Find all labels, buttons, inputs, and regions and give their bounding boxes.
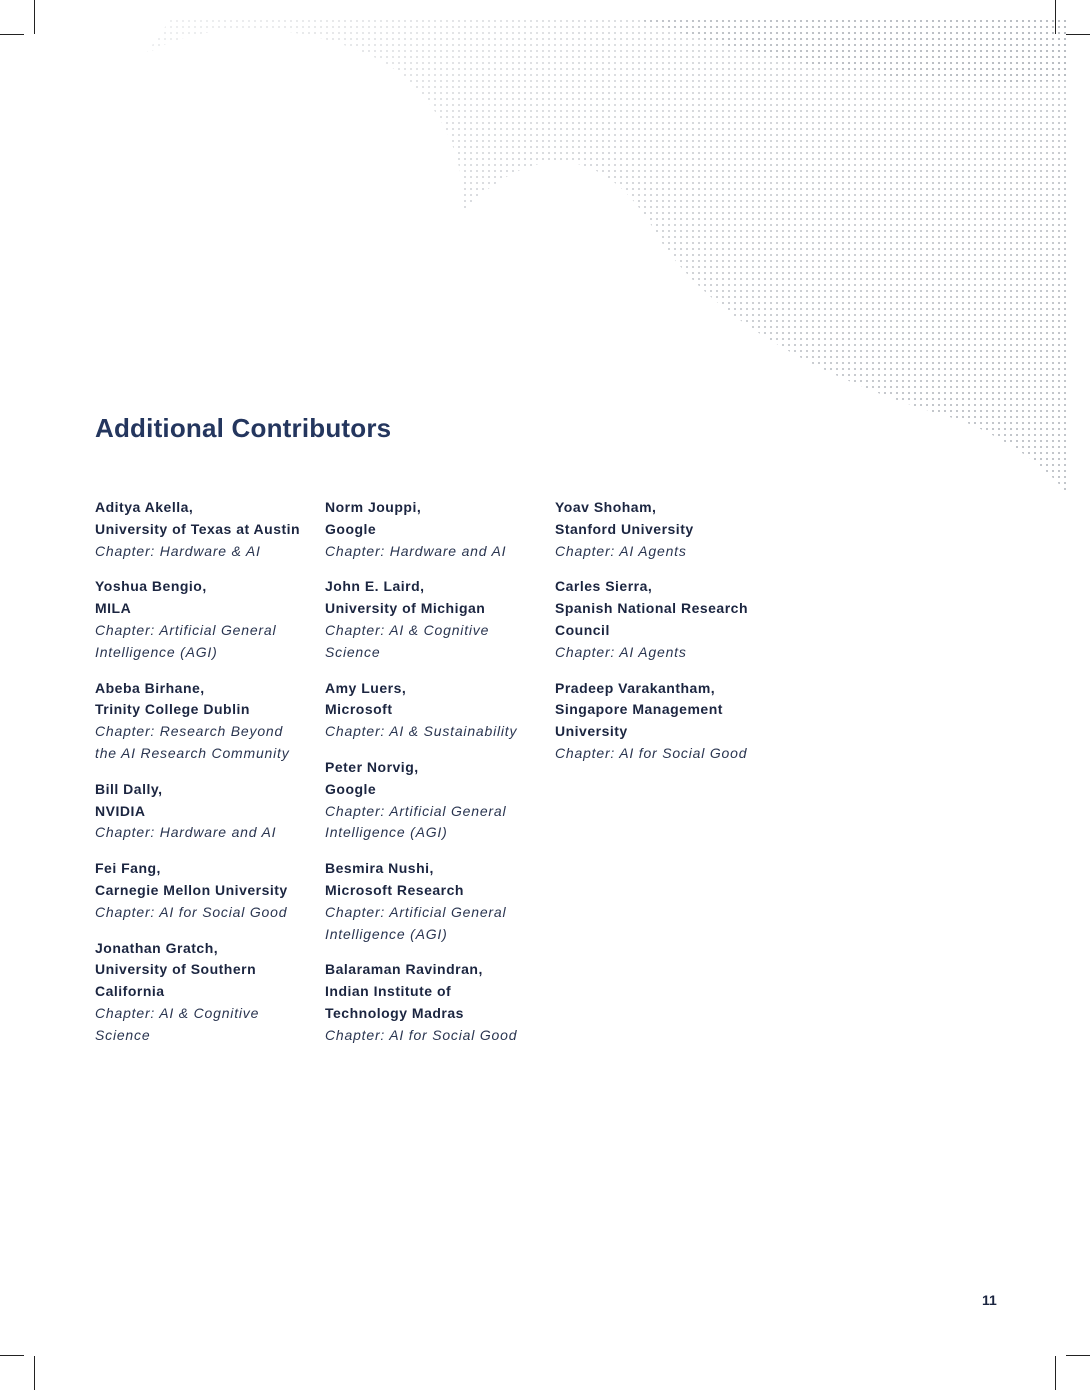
contributor-name-affiliation: John E. Laird, xyxy=(325,578,425,595)
contributor-name-affiliation: University of Texas at Austin xyxy=(95,520,301,537)
contributor-chapter: Chapter: AI Agents xyxy=(555,542,687,559)
contributor-entry xyxy=(555,497,775,562)
contributor-name-affiliation: Spanish National Research xyxy=(555,600,749,617)
contributor-chapter: Chapter: AI & Sustainability xyxy=(325,723,518,740)
contributor-chapter: Chapter: Artificial General xyxy=(325,802,507,819)
page-number: 11 xyxy=(982,1292,997,1308)
contributor-name-affiliation: Council xyxy=(555,621,610,638)
contributor-name-affiliation: Besmira Nushi, xyxy=(325,860,434,877)
contributor-name-affiliation: Microsoft xyxy=(325,701,393,718)
contributors-column xyxy=(325,497,545,1061)
contributor-name-affiliation: NVIDIA xyxy=(95,802,146,819)
contributors-column xyxy=(555,497,775,779)
contributor-chapter: Chapter: Research Beyond xyxy=(95,723,284,740)
contributor-chapter: Chapter: Hardware and AI xyxy=(325,542,507,559)
contributor-entry xyxy=(95,576,315,663)
contributor-chapter: the AI Research Community xyxy=(95,744,290,761)
contributor-name-affiliation: Balaraman Ravindran, xyxy=(325,961,483,978)
contributor-chapter: Chapter: AI Agents xyxy=(555,643,687,660)
contributor-name-affiliation: Amy Luers, xyxy=(325,679,407,696)
contributor-entry xyxy=(325,576,545,663)
crop-mark xyxy=(1055,1356,1056,1390)
contributor-entry xyxy=(325,858,545,945)
contributor-name-affiliation: Yoav Shoham, xyxy=(555,499,657,515)
contributor-entry xyxy=(95,779,315,844)
contributor-chapter: Chapter: Artificial General xyxy=(95,621,277,638)
contributor-name-affiliation: Indian Institute of xyxy=(325,983,452,1000)
contributor-entry xyxy=(95,858,315,923)
contributor-entry xyxy=(95,497,315,562)
contributor-name-affiliation: Jonathan Gratch, xyxy=(95,939,219,956)
contributor-entry xyxy=(325,497,545,562)
contributor-chapter: Science xyxy=(95,1026,151,1043)
contributor-entry xyxy=(555,678,775,765)
contributor-name-affiliation: Abeba Birhane, xyxy=(95,679,205,696)
contributor-name-affiliation: Pradeep Varakantham, xyxy=(555,679,716,696)
contributor-chapter: Intelligence (AGI) xyxy=(325,824,448,841)
crop-mark xyxy=(1066,1355,1090,1356)
contributor-chapter: Chapter: AI & Cognitive xyxy=(95,1004,260,1021)
contributor-chapter: Chapter: Hardware & AI xyxy=(95,542,261,559)
contributor-name-affiliation: MILA xyxy=(95,600,132,617)
contributor-name-affiliation: University xyxy=(555,723,628,740)
contributor-name-affiliation: Peter Norvig, xyxy=(325,758,419,775)
contributor-chapter: Chapter: AI & Cognitive xyxy=(325,621,490,638)
contributor-chapter: Chapter: AI for Social Good xyxy=(325,1026,518,1043)
contributor-name-affiliation: University of Michigan xyxy=(325,600,486,617)
contributor-name-affiliation: Technology Madras xyxy=(325,1004,464,1021)
page-title: Additional Contributors xyxy=(95,413,392,443)
contributor-name-affiliation: Fei Fang, xyxy=(95,860,161,877)
contributor-name-affiliation: California xyxy=(95,983,165,1000)
contributor-name-affiliation: Stanford University xyxy=(555,520,694,537)
contributor-entry xyxy=(325,757,545,844)
contributor-chapter: Intelligence (AGI) xyxy=(95,643,218,660)
contributor-name-affiliation: Bill Dally, xyxy=(95,780,163,797)
contributor-name-affiliation: University of Southern xyxy=(95,961,257,978)
contributor-name-affiliation: Aditya Akella, xyxy=(95,499,194,515)
contributor-name-affiliation: Google xyxy=(325,520,377,537)
contributor-name-affiliation: Google xyxy=(325,780,377,797)
contributor-entry xyxy=(95,938,315,1047)
contributor-name-affiliation: Microsoft Research xyxy=(325,881,464,898)
contributor-name-affiliation: Singapore Management xyxy=(555,701,723,718)
contributors-column xyxy=(95,497,315,1061)
contributor-entry xyxy=(95,678,315,765)
crop-mark xyxy=(0,1355,24,1356)
contributor-chapter: Intelligence (AGI) xyxy=(325,925,448,942)
crop-mark xyxy=(34,1356,35,1390)
contributor-chapter: Chapter: AI for Social Good xyxy=(95,903,288,920)
contributor-name-affiliation: Carles Sierra, xyxy=(555,578,653,595)
contributor-name-affiliation: Norm Jouppi, xyxy=(325,499,422,515)
contributor-chapter: Chapter: Hardware and AI xyxy=(95,824,277,841)
contributor-entry xyxy=(325,959,545,1046)
contributor-name-affiliation: Carnegie Mellon University xyxy=(95,881,288,898)
contributor-chapter: Chapter: AI for Social Good xyxy=(555,744,748,761)
contributor-chapter: Chapter: Artificial General xyxy=(325,903,507,920)
contributor-entry xyxy=(325,678,545,743)
contributor-chapter: Science xyxy=(325,643,381,660)
contributor-name-affiliation: Trinity College Dublin xyxy=(95,701,250,718)
contributor-name-affiliation: Yoshua Bengio, xyxy=(95,578,207,595)
contributor-entry xyxy=(555,576,775,663)
